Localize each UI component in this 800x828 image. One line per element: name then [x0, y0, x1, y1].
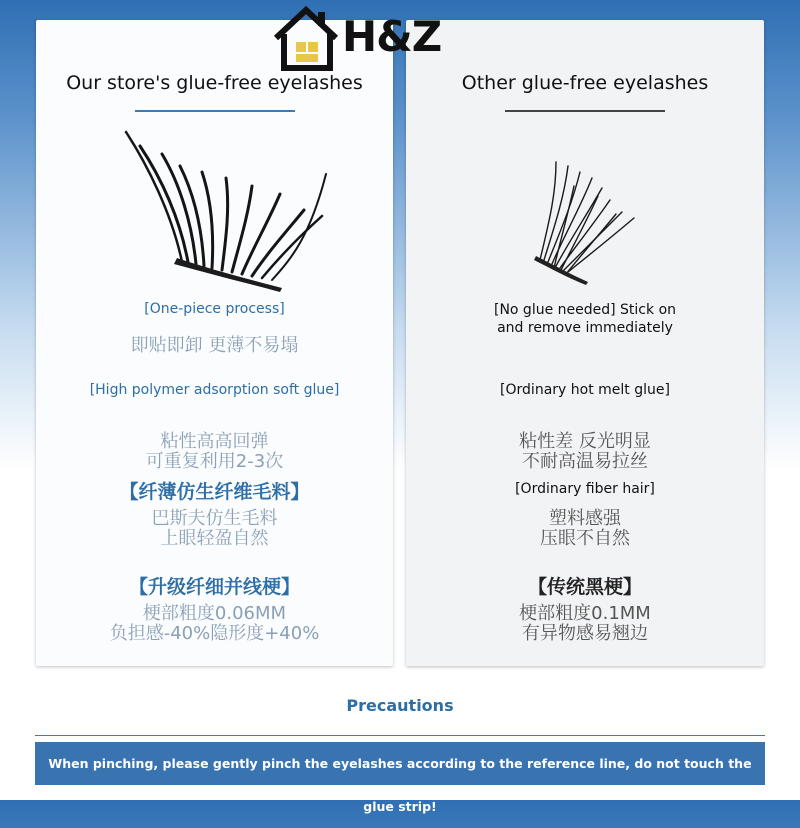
brand-logo [270, 2, 460, 76]
no-glue-line-2: and remove immediately [497, 320, 673, 336]
no-glue-line-1: [No glue needed] Stick on [493, 302, 677, 318]
fiber-hair-line-2: 压眼不自然 [540, 528, 630, 549]
soft-glue-line-2: 可重复利用2-3次 [145, 451, 284, 472]
black-stem-line-2: 有异物感易翘边 [522, 623, 648, 644]
lash-image-other [530, 156, 640, 286]
other-title: Other glue-free eyelashes [461, 72, 709, 94]
lash-image-our-store [122, 124, 332, 294]
hot-melt-heading: [Ordinary hot melt glue] [500, 382, 670, 398]
fiber-line-2: 上眼轻盈自然 [160, 528, 269, 549]
hot-melt-line-2: 不耐高温易拉丝 [522, 451, 648, 472]
our-store-title: Our store's glue-free eyelashes [66, 72, 363, 94]
fiber-hair-line-1: 塑料感强 [549, 508, 621, 529]
fiber-line-1: 巴斯夫仿生毛料 [151, 508, 278, 529]
hot-melt-line-1: 粘性差 反光明显 [519, 431, 651, 452]
fiber-hair-heading: [Ordinary fiber hair] [515, 481, 655, 497]
one-piece-text: 即贴即卸 更薄不易塌 [130, 335, 299, 356]
logo-text: H&Z [342, 12, 442, 61]
stem-line-2: 负担感-40%隐形度+40% [109, 623, 320, 644]
house-icon [270, 2, 344, 76]
precautions-warning: When pinching, please gently pinch the eyelashes according to the reference line, do not touch the glue strip! [35, 742, 765, 785]
title-underline [505, 110, 665, 112]
soft-glue-line-1: 粘性高高回弹 [160, 431, 269, 452]
precautions-title: Precautions [346, 696, 454, 715]
other-panel [406, 20, 764, 666]
stem-heading: 【升级纤细并线梗】 [128, 576, 300, 598]
precautions-divider [35, 735, 765, 736]
our-store-panel [36, 20, 393, 666]
black-stem-line-1: 梗部粗度0.1MM [519, 603, 651, 624]
stem-line-1: 梗部粗度0.06MM [142, 603, 287, 624]
title-underline [135, 110, 295, 112]
soft-glue-heading: [High polymer adsorption soft glue] [89, 382, 340, 398]
black-stem-heading: 【传统黑梗】 [527, 576, 642, 598]
fiber-heading: 【纤薄仿生纤维毛料】 [119, 481, 310, 503]
one-piece-heading: [One-piece process] [144, 301, 285, 317]
